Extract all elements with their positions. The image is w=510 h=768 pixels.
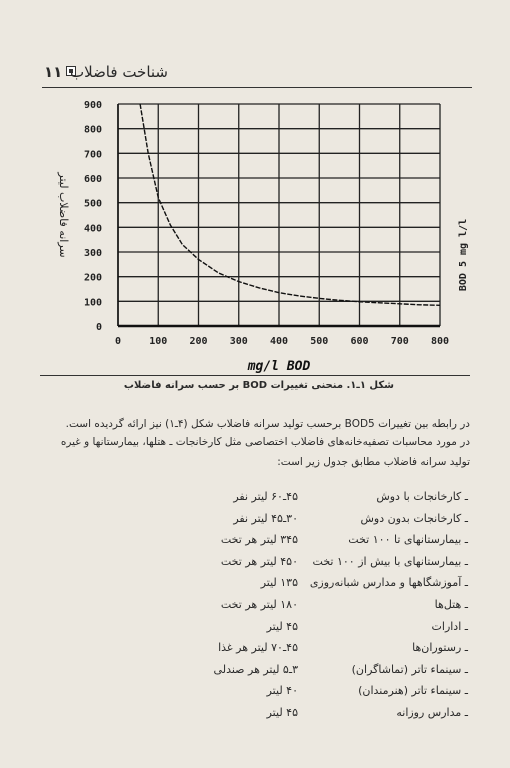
x-tick-label: 300 [229,336,248,347]
y-tick-label: 500 [83,198,102,210]
y-tick-label: 100 [83,297,102,309]
x-tick-label: 500 [310,336,329,347]
y-tick-label: 900 [83,100,102,111]
sewage-volume: ۴۵ لیتر [266,706,298,719]
table-row [0,490,510,510]
facility-name: ـ هتل‌ها [434,598,468,611]
y-tick-label: 800 [83,124,102,136]
facility-name: ـ سینماء تاتر (هنرمندان) [358,684,468,698]
facility-name: ـ سینماء تاتر (تماشاگران) [351,662,468,676]
chart-series [140,104,440,305]
x-tick-label: 700 [390,336,409,347]
sewage-volume: ۳۴۵ لیتر هر تخت [220,533,298,547]
table-row [0,663,510,683]
sewage-volume: ۴۵ـ۶۰ لیتر نفر [233,490,298,503]
sewage-volume: ۱۳۵ لیتر [260,576,298,590]
sewage-volume: ۴۵ لیتر [266,619,298,633]
series-line [140,104,440,305]
x-tick-label: 600 [350,336,369,347]
y-tick-label: 200 [83,272,102,284]
sewage-volume: ۴۵ـ۷۰ لیتر هر غذا [218,641,298,655]
x-tick-label: 800 [430,336,450,347]
facility-name: ـ آموزشگاهها و مدارس شبانه‌روزی [309,576,468,590]
y-tick-label: 600 [83,174,102,185]
sewage-volume: ۴۵۰ لیتر هر تخت [220,554,298,568]
facility-name: ـ مدارس روزانه [396,706,468,719]
facility-name: ـ کارخانجات با دوش [376,490,468,503]
paragraph-2: در مورد محاسبات تصفیه‌خانه‌های فاضلاب اختصاصی مثل کارخانجات ـ هتلها، بیمارستانها و غیره [60,436,470,448]
chapter-title: شناخت فاضلاب [70,63,168,81]
table-row [0,512,510,532]
table-row [0,533,510,553]
x-axis-label: mg/l BOD [247,359,311,374]
y2-axis-label: BOD 5 mg l/l [458,218,469,292]
sewage-volume: ۱۸۰ لیتر هر تخت [220,598,298,611]
sewage-volume: ۳ـ۵ لیتر هر صندلی [213,662,298,676]
facility-name: ـ بیمارستانهای با بیش از ۱۰۰ تخت [312,554,468,568]
table-row [0,576,510,596]
x-tick-label: 400 [269,336,289,347]
paragraph-3: تولید سرانه فاضلاب مطابق جدول زیر است: [277,456,470,468]
table-row [0,706,510,726]
x-tick-label: 200 [189,336,208,347]
y-tick-label: 0 [95,322,102,333]
y-tick-label: 400 [83,223,102,235]
table-row [0,598,510,618]
chart-labels [57,100,469,374]
sewage-volume: ۳۰ـ۴۵ لیتر نفر [233,511,298,525]
facility-name: ـ بیمارستانهای تا ۱۰۰ تخت [348,533,468,547]
facility-name: ـ کارخانجات بدون دوش [360,511,468,525]
table-row [0,684,510,704]
table-row [0,620,510,640]
page-number-text: ۱۱ [44,63,63,81]
facility-name: ـ رستوران‌ها [412,641,468,655]
y-tick-label: 300 [83,248,102,259]
figure-caption: شکل ۱ـ۱. منحنی تغییرات BOD بر حسب سرانه فاضلاب [40,375,470,400]
facility-name: ـ ادارات [431,619,468,633]
table-row [0,641,510,661]
y-axis-label: سرانه فاضلاب لیتر [57,172,70,258]
bod-chart [0,90,510,375]
running-header [42,63,472,88]
paragraph-1: در رابطه بین تغییرات BOD5 برحسب تولید سرانه فاضلاب شکل (۴ـ۱) نیز ارائه گردیده است. [65,418,470,430]
x-tick-label: 0 [114,336,122,347]
y-tick-label: 700 [83,149,102,161]
table-row [0,555,510,575]
x-tick-label: 100 [149,336,168,347]
sewage-volume: ۴۰ لیتر [266,684,298,698]
